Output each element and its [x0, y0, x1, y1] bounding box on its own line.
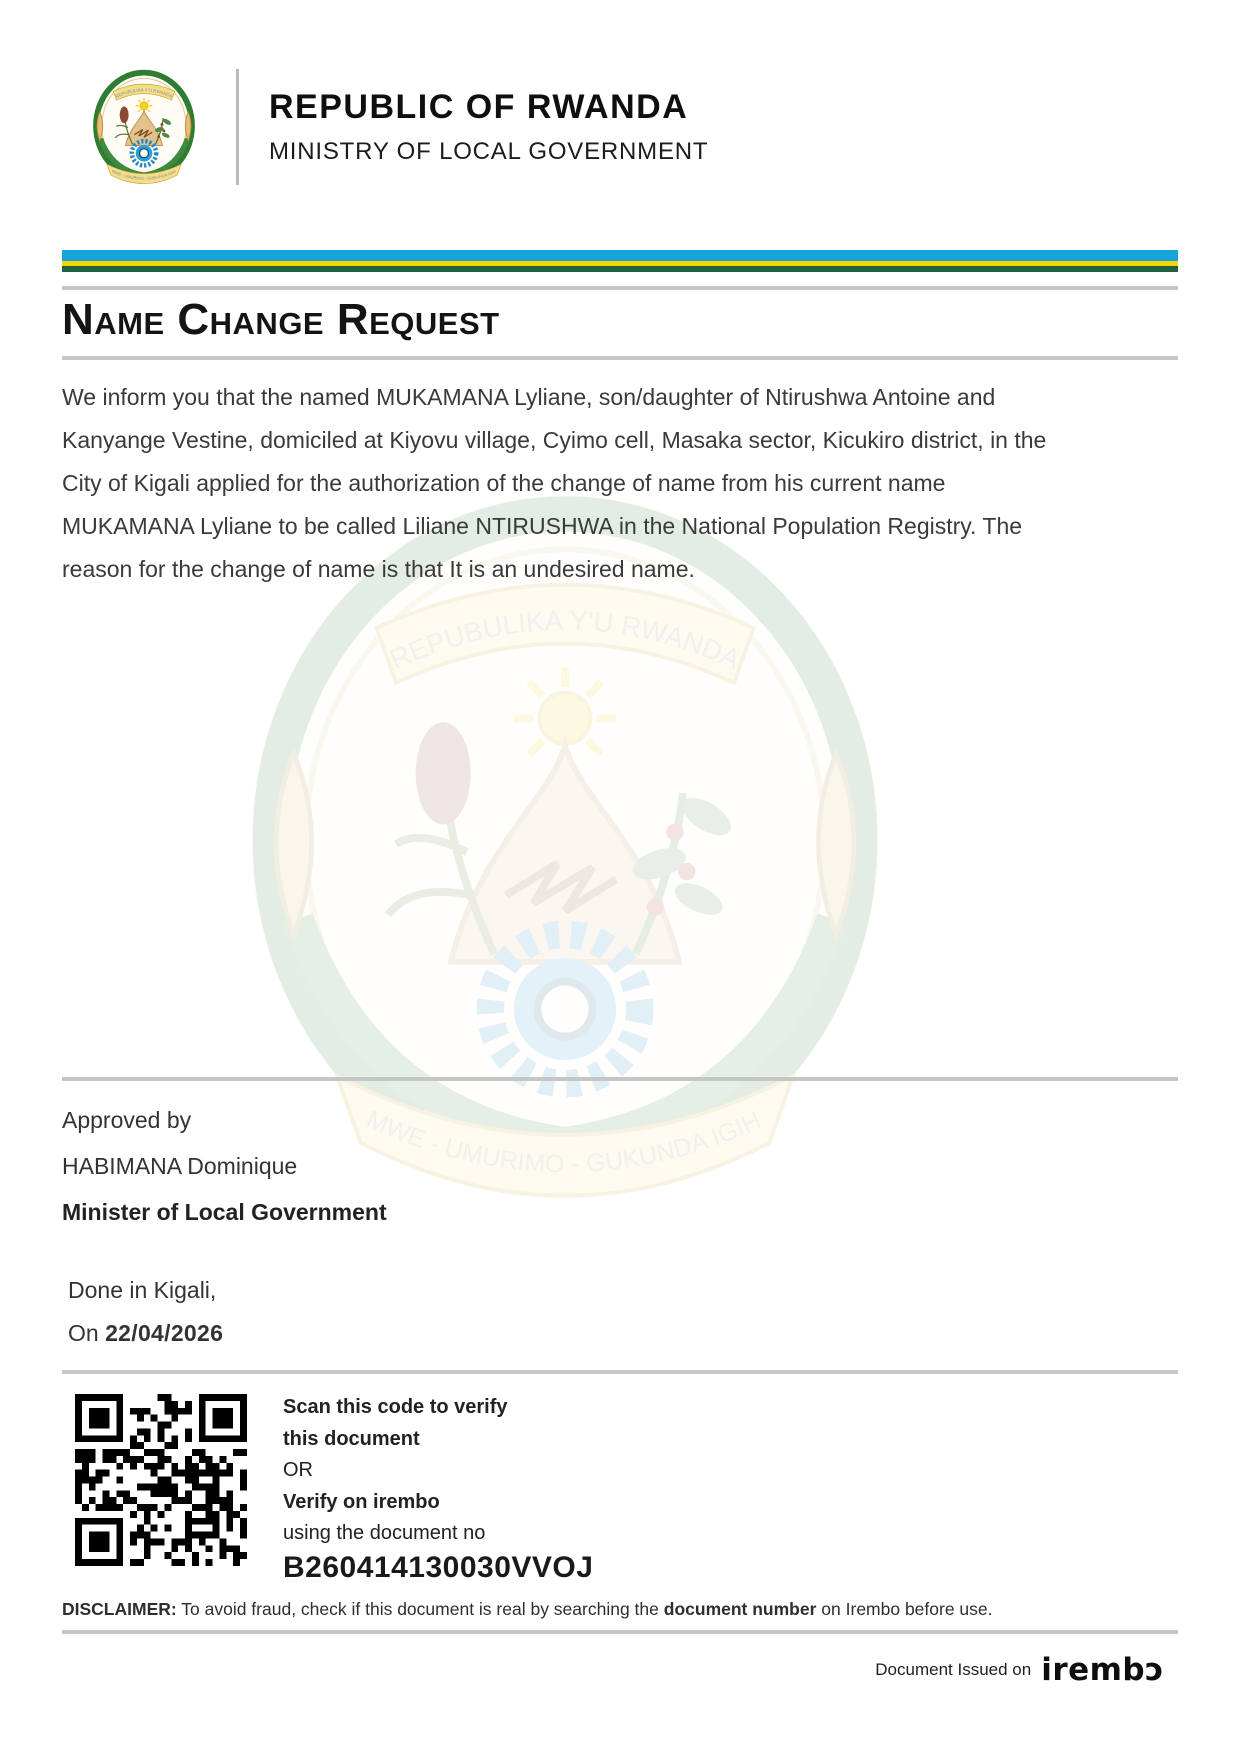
approval-date: 22/04/2026 — [105, 1320, 224, 1346]
approver-title: Minister of Local Government — [62, 1199, 387, 1225]
coat-of-arms-logo — [80, 62, 208, 192]
on-label: On — [68, 1320, 99, 1346]
irembo-logo: irembɔ — [1041, 1652, 1164, 1688]
disclaimer-label: DISCLAIMER: — [62, 1599, 177, 1619]
verify-line: Verify on irembo — [283, 1491, 440, 1513]
disclaimer-text-after: on Irembo before use. — [821, 1599, 993, 1619]
ministry-subtitle: MINISTRY OF LOCAL GOVERNMENT — [269, 138, 709, 165]
disclaimer-bold-text: document number — [663, 1599, 817, 1619]
body-paragraph: We inform you that the named MUKAMANA Lyliane, son/daughter of Ntirushwa Antoine and Kanyange Vestine, domiciled at Kiyovu village, Cyimo cell, Masaka sector, Kicukiro district, in the City of Kigali applied for the authorization of the change of name from his current name MUKAMANA Lyliane to be called Liliane NTIRUSHWA in the National Population Registry. The reason for the change of name is that It is an undesired name. — [62, 384, 1047, 582]
horizontal-rule — [62, 286, 1178, 290]
flag-stripe-blue — [62, 250, 1178, 261]
document-title: Name Change Request — [62, 295, 500, 344]
or-label: OR — [283, 1459, 313, 1481]
horizontal-rule — [62, 1077, 1178, 1081]
qr-code — [75, 1394, 247, 1566]
disclaimer-text: To avoid fraud, check if this document is real by searching the — [181, 1599, 659, 1619]
header-divider — [236, 69, 239, 185]
flag-stripe-green — [62, 266, 1178, 272]
scan-line-1: Scan this code to verify — [283, 1396, 508, 1418]
horizontal-rule — [62, 1630, 1178, 1634]
verification-section — [62, 1394, 1178, 1585]
approver-name: HABIMANA Dominique — [62, 1153, 298, 1179]
approved-by-label: Approved by — [62, 1107, 192, 1133]
scan-line-2: this document — [283, 1428, 420, 1450]
horizontal-rule — [62, 356, 1178, 360]
date-line — [68, 1316, 1178, 1350]
document-number: B260414130030VVOJ — [283, 1551, 594, 1584]
disclaimer — [62, 1599, 1178, 1620]
document-header — [62, 0, 1178, 192]
done-in-line: Done in Kigali, — [68, 1277, 217, 1303]
flag-stripe — [62, 250, 1178, 272]
issued-on-label: Document Issued on — [875, 1660, 1032, 1679]
republic-title: REPUBLIC OF RWANDA — [269, 88, 689, 126]
using-line: using the document no — [283, 1522, 486, 1544]
footer — [62, 1652, 1178, 1688]
horizontal-rule — [62, 1370, 1178, 1374]
verification-text — [283, 1394, 593, 1585]
